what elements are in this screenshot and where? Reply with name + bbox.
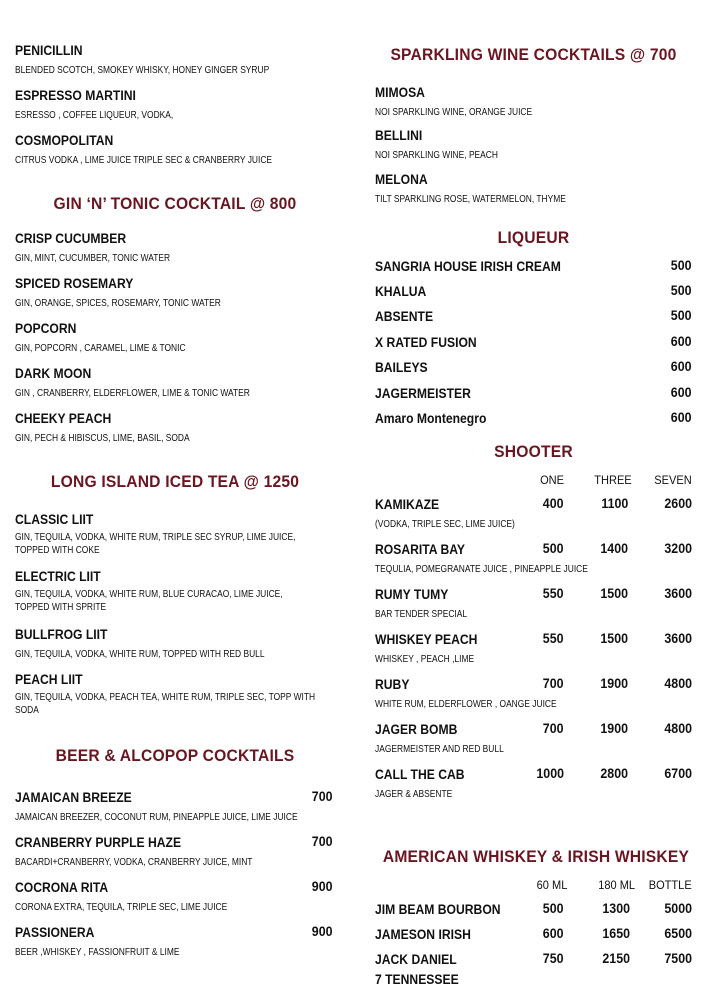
price-one: 400 (543, 496, 564, 511)
item-desc: BLENDED SCOTCH, SMOKEY WHISKY, HONEY GINGER SYRUP (15, 65, 270, 76)
price-one: 550 (543, 631, 564, 646)
price-180ml: 2150 (602, 951, 630, 966)
menu-item (15, 275, 350, 311)
menu-item (15, 230, 350, 266)
item-name: ROSARITA BAY (375, 542, 466, 557)
menu-item (375, 84, 707, 120)
menu-item (375, 334, 707, 352)
menu-item-cosmopolitan (15, 132, 350, 168)
item-name: ELECTRIC LIIT (15, 569, 101, 584)
section-heading-liqueur: LIQUEUR (497, 228, 570, 247)
menu-item (15, 365, 350, 401)
item-name: COCRONA RITA (15, 880, 109, 895)
menu-item (15, 568, 350, 615)
item-name: JAGER BOMB (375, 722, 458, 737)
price-seven: 4800 (664, 721, 692, 736)
item-name: PASSIONERA (15, 925, 95, 940)
item-price: 500 (671, 283, 692, 298)
item-desc: BEER ,WHISKEY , FASSIONFRUIT & LIME (15, 947, 180, 958)
item-desc: CORONA EXTRA, TEQUILA, TRIPLE SEC, LIME JUICE (15, 902, 228, 913)
item-name-line2: 7 TENNESSEE (375, 972, 459, 987)
menu-item (375, 258, 707, 276)
item-desc: GIN, TEQUILA, VODKA, WHITE RUM, TOPPED WITH RED BULL (15, 649, 265, 660)
shooter-row (375, 676, 707, 712)
menu-item (375, 308, 707, 326)
price-seven: 6700 (664, 766, 692, 781)
menu-item (375, 410, 707, 428)
item-price: 600 (671, 385, 692, 400)
shooter-row (375, 586, 707, 622)
item-name: MELONA (375, 172, 428, 187)
whiskey-row (375, 951, 707, 989)
price-seven: 3200 (664, 541, 692, 556)
menu-item (15, 924, 350, 960)
whiskey-row (375, 926, 707, 944)
price-180ml: 1300 (602, 901, 630, 916)
item-desc: BAR TENDER SPECIAL (375, 609, 468, 620)
item-name: JAMESON IRISH (375, 927, 471, 942)
item-name: Amaro Montenegro (375, 411, 487, 426)
menu-item-espresso-martini (15, 87, 350, 123)
item-desc: GIN, MINT, CUCUMBER, TONIC WATER (15, 253, 171, 264)
menu-item (375, 283, 707, 301)
item-name: DARK MOON (15, 366, 92, 381)
item-name: RUMY TUMY (375, 587, 449, 602)
item-desc: NOI SPARKLING WINE, ORANGE JUICE (375, 107, 533, 118)
item-price: 600 (671, 359, 692, 374)
section-heading-shooter: SHOOTER (494, 442, 573, 461)
price-bottle: 7500 (664, 951, 692, 966)
item-name: SANGRIA HOUSE IRISH CREAM (375, 259, 561, 274)
menu-item (375, 385, 707, 403)
section-heading-sparkling: SPARKLING WINE COCKTAILS @ 700 (390, 45, 677, 64)
price-seven: 3600 (664, 631, 692, 646)
item-price: 600 (671, 410, 692, 425)
menu-item (15, 511, 350, 558)
menu-item (15, 834, 350, 870)
price-three: 1500 (600, 586, 628, 601)
item-price: 900 (312, 924, 333, 939)
item-name: POPCORN (15, 321, 77, 336)
item-name: COSMOPOLITAN (15, 133, 114, 148)
item-name: ESPRESSO MARTINI (15, 88, 136, 103)
item-desc: CITRUS VODKA , LIME JUICE TRIPLE SEC & CRANBERRY JUICE (15, 155, 273, 166)
column-header-bottle: BOTTLE (649, 878, 692, 892)
item-desc: GIN, PECH & HIBISCUS, LIME, BASIL, SODA (15, 433, 190, 444)
item-price: 600 (671, 334, 692, 349)
item-desc: GIN , CRANBERRY, ELDERFLOWER, LIME & TONIC WATER (15, 388, 250, 399)
price-bottle: 5000 (664, 901, 692, 916)
item-price: 700 (312, 834, 333, 849)
shooter-row (375, 631, 707, 667)
column-header-three: THREE (594, 473, 632, 487)
item-desc: GIN, ORANGE, SPICES, ROSEMARY, TONIC WATER (15, 298, 221, 309)
item-desc: WHISKEY , PEACH ,LIME (375, 654, 475, 665)
shooter-row (375, 721, 707, 757)
item-desc: ESRESSO , COFFEE LIQUEUR, VODKA, (15, 110, 174, 121)
item-name: CRANBERRY PURPLE HAZE (15, 835, 182, 850)
price-one: 500 (543, 541, 564, 556)
price-seven: 3600 (664, 586, 692, 601)
menu-item (15, 671, 350, 718)
price-60ml: 600 (543, 926, 564, 941)
section-heading-beer: BEER & ALCOPOP COCKTAILS (55, 746, 295, 765)
section-heading-liit: LONG ISLAND ICED TEA @ 1250 (50, 472, 300, 491)
item-desc: GIN, TEQUILA, VODKA, WHITE RUM, TRIPLE SEC SYRUP, LIME JUICE, TOPPED WITH COKE (15, 532, 296, 556)
menu-item (15, 320, 350, 356)
price-one: 700 (543, 721, 564, 736)
menu-item (15, 626, 350, 662)
item-name: ABSENTE (375, 309, 434, 324)
price-one: 550 (543, 586, 564, 601)
item-desc: (VODKA, TRIPLE SEC, LIME JUICE) (375, 519, 515, 530)
item-desc: NOI SPARKLING WINE, PEACH (375, 150, 498, 161)
price-bottle: 6500 (664, 926, 692, 941)
item-desc: JAMAICAN BREEZER, COCONUT RUM, PINEAPPLE JUICE, LIME JUICE (15, 812, 298, 823)
item-name: SPICED ROSEMARY (15, 276, 134, 291)
menu-item (375, 127, 707, 163)
price-three: 1900 (600, 721, 628, 736)
item-name: JACK DANIEL (375, 952, 457, 967)
price-one: 1000 (536, 766, 564, 781)
price-seven: 4800 (664, 676, 692, 691)
menu-item (15, 410, 350, 446)
item-name: JAGERMEISTER (375, 386, 471, 401)
price-60ml: 500 (543, 901, 564, 916)
price-60ml: 750 (543, 951, 564, 966)
section-heading-whiskey: AMERICAN WHISKEY & IRISH WHISKEY (382, 847, 690, 866)
item-name: X RATED FUSION (375, 335, 477, 350)
item-desc: TILT SPARKLING ROSE, WATERMELON, THYME (375, 194, 566, 205)
item-price: 500 (671, 258, 692, 273)
item-price: 700 (312, 789, 333, 804)
menu-item (375, 359, 707, 377)
item-name: PEACH LIIT (15, 672, 83, 687)
menu-item (15, 789, 350, 825)
item-desc: GIN, TEQUILA, VODKA, WHITE RUM, BLUE CURACAO, LIME JUICE, TOPPED WITH SPRITE (15, 589, 283, 613)
menu-item (375, 171, 707, 207)
item-name: KHALUA (375, 284, 427, 299)
menu-item-penicillin (15, 42, 350, 78)
price-three: 1500 (600, 631, 628, 646)
shooter-row (375, 541, 707, 577)
menu-item (15, 879, 350, 915)
price-seven: 2600 (664, 496, 692, 511)
item-desc: BACARDI+CRANBERRY, VODKA, CRANBERRY JUICE, MINT (15, 857, 253, 868)
section-heading-gin: GIN ‘N’ TONIC COCKTAIL @ 800 (53, 194, 297, 213)
item-name: CLASSIC LIIT (15, 512, 94, 527)
item-name: BULLFROG LIIT (15, 627, 108, 642)
price-three: 1100 (601, 496, 628, 511)
item-name: JAMAICAN BREEZE (15, 790, 132, 805)
item-desc: TEQULIA, POMEGRANATE JUICE , PINEAPPLE JUICE (375, 564, 588, 575)
price-three: 2800 (600, 766, 628, 781)
item-name: CRISP CUCUMBER (15, 231, 127, 246)
whiskey-row (375, 901, 707, 919)
price-one: 700 (543, 676, 564, 691)
column-header-60ml: 60 ML (536, 878, 567, 892)
column-header-one: ONE (540, 473, 564, 487)
item-price: 900 (312, 879, 333, 894)
item-name: KAMIKAZE (375, 497, 440, 512)
item-desc: GIN, POPCORN , CARAMEL, LIME & TONIC (15, 343, 186, 354)
item-name: CALL THE CAB (375, 767, 465, 782)
column-header-seven: SEVEN (654, 473, 692, 487)
item-name: MIMOSA (375, 85, 425, 100)
item-name: JIM BEAM BOURBON (375, 902, 501, 917)
price-three: 1400 (600, 541, 628, 556)
shooter-row (375, 766, 707, 802)
item-name: PENICILLIN (15, 43, 83, 58)
item-desc: JAGERMEISTER AND RED BULL (375, 744, 504, 755)
item-name: CHEEKY PEACH (15, 411, 112, 426)
item-price: 500 (671, 308, 692, 323)
item-name: BAILEYS (375, 360, 428, 375)
price-180ml: 1650 (602, 926, 630, 941)
item-desc: JAGER & ABSENTE (375, 789, 453, 800)
price-three: 1900 (600, 676, 628, 691)
item-name: WHISKEY PEACH (375, 632, 478, 647)
item-desc: WHITE RUM, ELDERFLOWER , OANGE JUICE (375, 699, 557, 710)
item-name: BELLINI (375, 128, 423, 143)
item-name: RUBY (375, 677, 410, 692)
item-desc: GIN, TEQUILA, VODKA, PEACH TEA, WHITE RUM, TRIPLE SEC, TOPP WITH SODA (15, 692, 316, 716)
column-header-180ml: 180 ML (598, 878, 635, 892)
shooter-row (375, 496, 707, 532)
